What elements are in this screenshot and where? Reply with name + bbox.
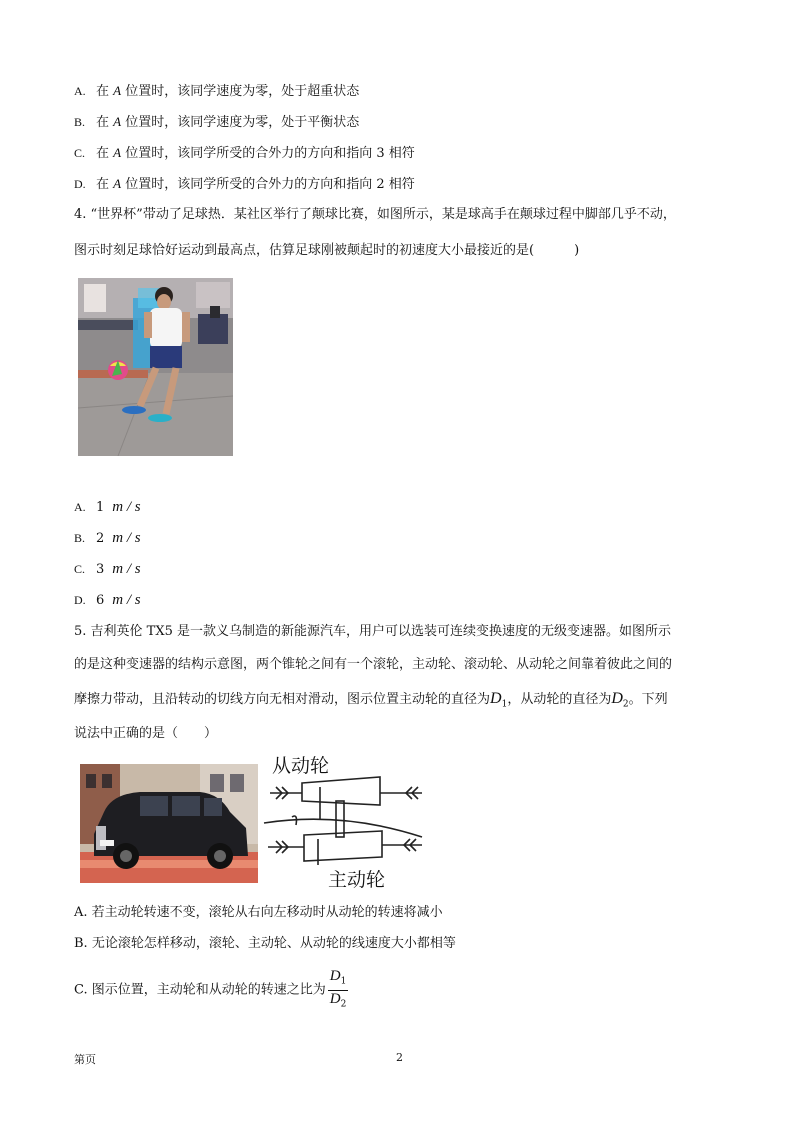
roller <box>336 801 344 837</box>
q5-option-b: B. 无论滚轮怎样移动，滚轮、主动轮、从动轮的线速度大小都相等 <box>74 936 456 951</box>
option-letter: B. <box>74 531 86 545</box>
footer-label: 第页 <box>74 1053 96 1066</box>
q4-option-b: B. 2 m / s <box>74 530 141 546</box>
driving-wheel-label: 主动轮 <box>328 869 386 891</box>
page-number: 2 <box>396 1051 403 1064</box>
q5-option-c: C. 图示位置，主动轮和从动轮的转速之比为 $\frac{D_1}{D_2}$ <box>74 968 348 1012</box>
driving-cone <box>304 831 382 861</box>
option-letter: C. <box>74 562 86 576</box>
q5-stem-line1: 5. 吉利英伦 TX5 是一款义乌制造的新能源汽车，用户可以选装可连续变换速度的无级变速器。如图所示 <box>74 624 671 639</box>
q4-option-d: D. 6 m / s <box>74 592 141 608</box>
q3-option-a: A. 在 A 位置时，该同学速度为零，处于超重状态 <box>74 83 360 99</box>
q4-stem-line1: 4. “世界杯”带动了足球热．某社区举行了颠球比赛，如图所示，某是球高手在颠球过程中脚部几乎不动， <box>74 207 676 222</box>
q5-stem-line4: 说法中正确的是（ ） <box>74 726 218 741</box>
soccer-photo-illustration <box>78 278 233 456</box>
option-letter: C. <box>74 146 86 160</box>
option-letter: D. <box>74 177 86 191</box>
taxi-photo <box>80 764 258 883</box>
q3-option-d: D. 在 A 位置时，该同学所受的合外力的方向和指向 2 相符 <box>74 176 415 192</box>
option-letter: A. <box>74 500 86 514</box>
q4-option-a: A. 1 m / s <box>74 499 141 515</box>
q5-stem-line3: 摩擦力带动，且沿转动的切线方向无相对滑动，图示位置主动轮的直径为$D_1$，从动轮的直径为$D_2$。下列 <box>74 690 668 710</box>
soccer-juggling-photo <box>78 278 233 456</box>
driven-wheel-label: 从动轮 <box>272 755 330 777</box>
q4-stem-line2: 图示时刻足球恰好运动到最高点，估算足球刚被颠起时的初速度大小最接近的是( ) <box>74 243 580 258</box>
speed-ratio-fraction: $\frac{D_1}{D_2}$ <box>329 968 347 1010</box>
cvt-diagram <box>262 757 434 893</box>
q3-option-c: C. 在 A 位置时，该同学所受的合外力的方向和指向 3 相符 <box>74 145 415 161</box>
taxi-photo-illustration <box>80 764 258 883</box>
q3-option-b: B. 在 A 位置时，该同学速度为零，处于平衡状态 <box>74 114 360 130</box>
option-letter: D. <box>74 593 86 607</box>
option-letter: B. <box>74 115 86 129</box>
option-letter: A. <box>74 84 86 98</box>
q4-option-c: C. 3 m / s <box>74 561 141 577</box>
q5-option-a: A. 若主动轮转速不变，滚轮从右向左移动时从动轮的转速将减小 <box>74 905 443 920</box>
q5-stem-line2: 的是这种变速器的结构示意图，两个锥轮之间有一个滚轮，主动轮、滚动轮、从动轮之间靠着彼此之间的 <box>74 657 673 672</box>
